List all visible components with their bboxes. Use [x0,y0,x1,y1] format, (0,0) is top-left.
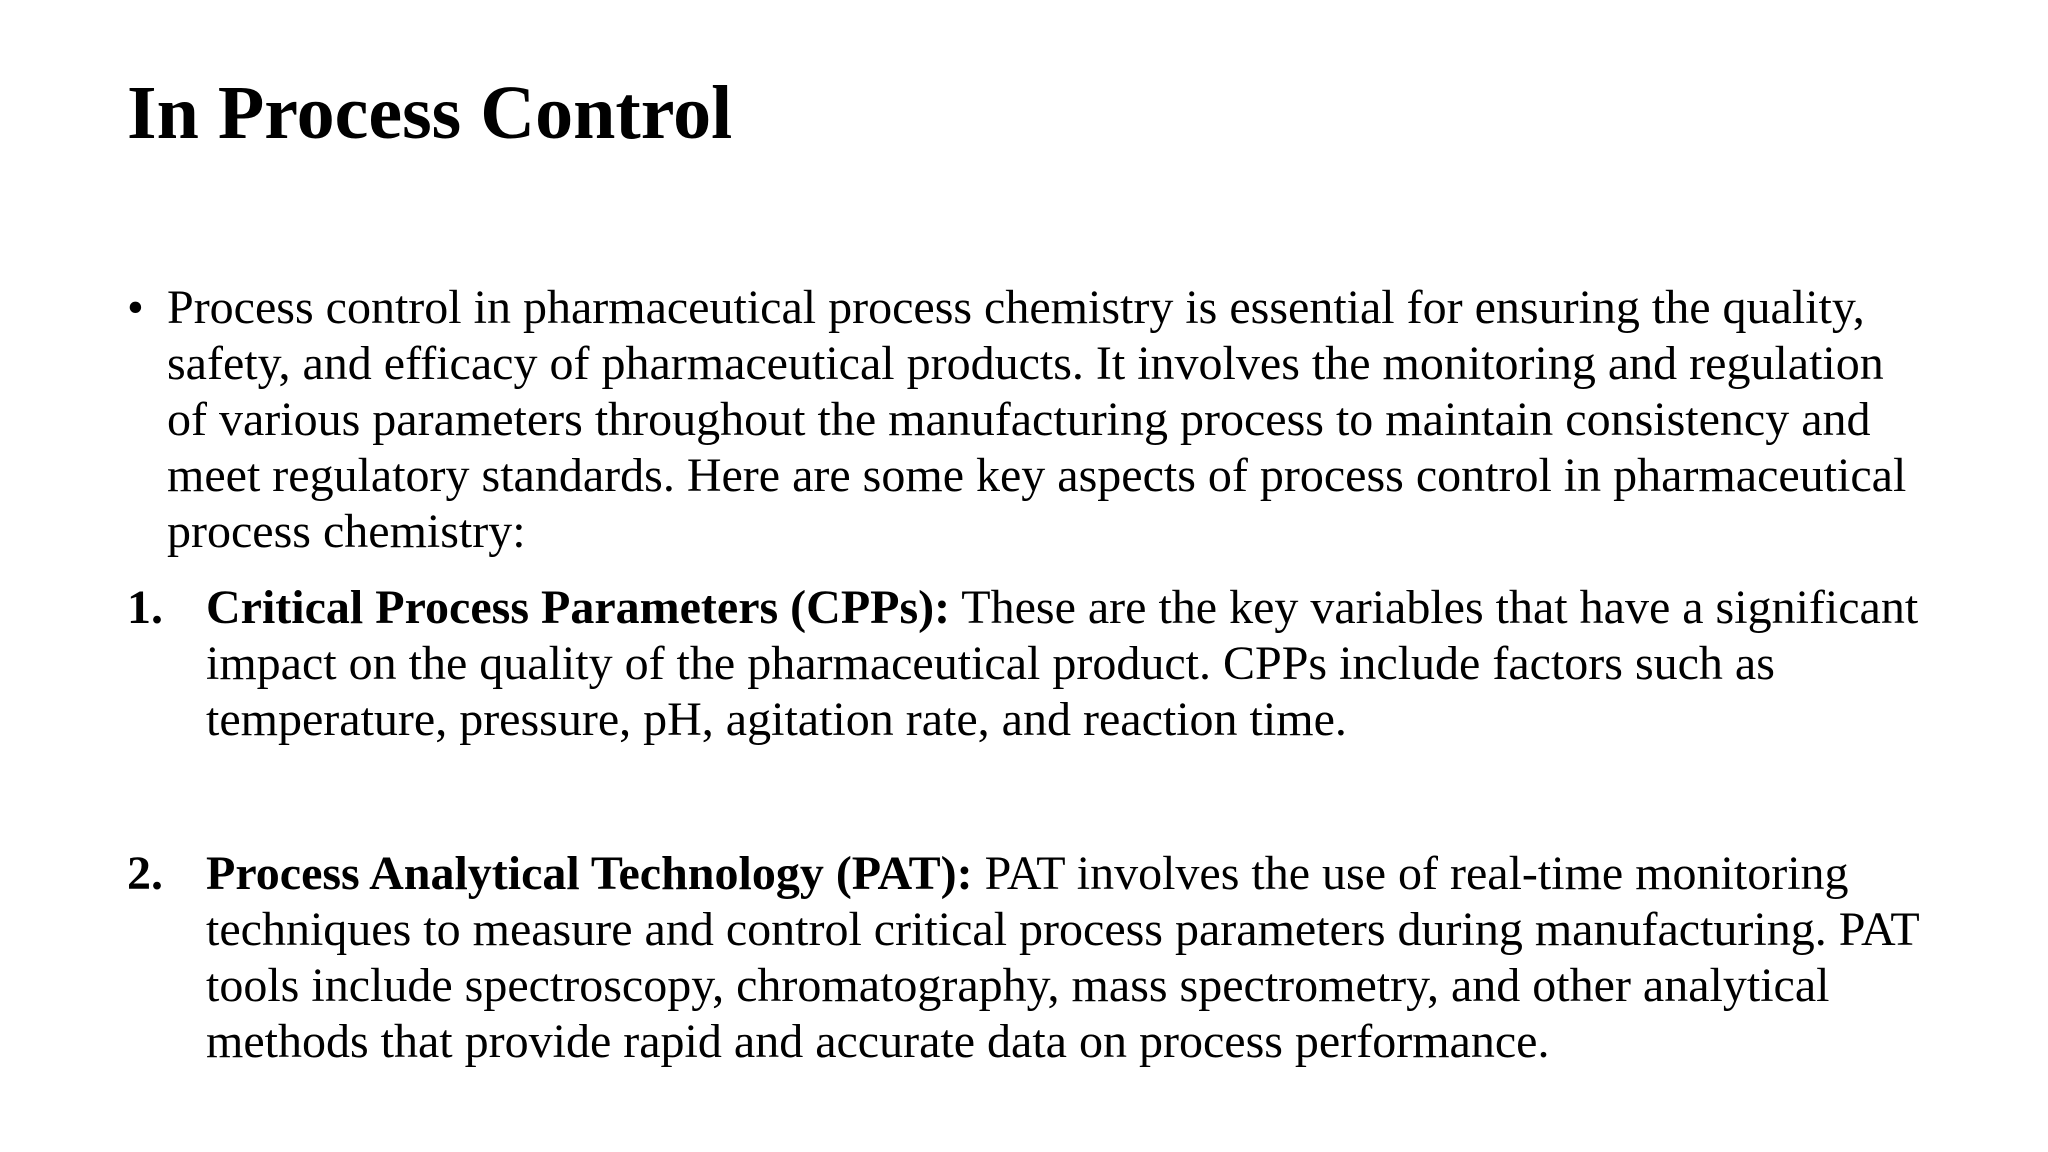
slide-body [127,280,1927,1070]
list-term: Process Analytical Technology (PAT): [206,847,973,900]
intro-paragraph [127,280,1927,560]
list-number: 1. [127,581,163,634]
list-item-cpps [127,580,1927,748]
slide-title: In Process Control [127,71,733,155]
list-description: These are the key variables that have a significant impact on the quality of the pharmaceutical product. CPPs include factors such as temperature, pressure, pH, agitation rate, and reaction time. [206,581,1919,746]
intro-text: Process control in pharmaceutical process chemistry is essential for ensuring the quality, safety, and efficacy of pharmaceutical products. It involves the monitoring and regulation of various parameters throughout the manufacturing process to maintain consistency and meet regulatory standards. Here are some key aspects of process control in pharmaceutical process chemistry: [167,281,1907,558]
list-item-pat [127,846,1927,1070]
bullet-marker: • [127,281,144,334]
list-description: PAT involves the use of real-time monitoring techniques to measure and control critical process parameters during manufacturing. PAT tools include spectroscopy, chromatography, mass spectrometry, and other analytical methods that provide rapid and accurate data on process performance. [206,847,1919,1068]
list-term: Critical Process Parameters (CPPs): [206,581,951,634]
list-number: 2. [127,847,163,900]
